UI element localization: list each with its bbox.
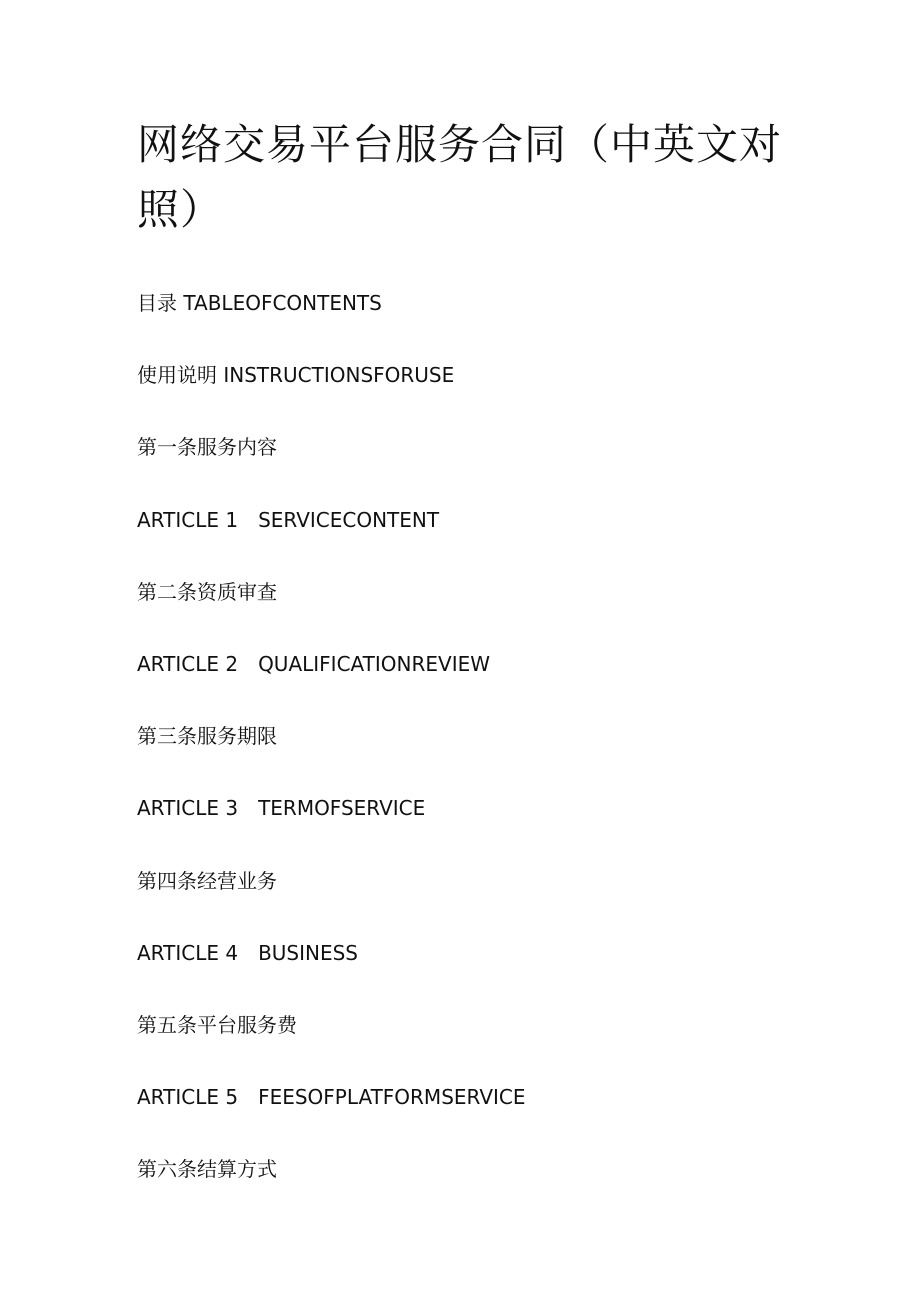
toc-article-3-en: ARTICLE 3 TERMOFSERVICE [137, 796, 426, 821]
toc-article-4-en: ARTICLE 4 BUSINESS [137, 940, 359, 965]
toc-instructions: 使用说明 INSTRUCTIONSFORUSE [137, 363, 455, 388]
table-of-contents [137, 286, 837, 1224]
toc-heading: 目录 TABLEOFCONTENTS [137, 291, 382, 315]
document-title: 网络交易平台服务合同（中英文对照） [137, 120, 783, 234]
toc-article-2-cn: 第二条资质审查 [137, 579, 277, 604]
toc-article-5-cn: 第五条平台服务费 [137, 1012, 297, 1037]
toc-article-3-cn: 第三条服务期限 [137, 724, 277, 749]
toc-article-6-cn: 第六条结算方式 [137, 1157, 277, 1182]
toc-article-2-en: ARTICLE 2 QUALIFICATIONREVIEW [137, 651, 491, 676]
toc-article-1-cn: 第一条服务内容 [137, 435, 277, 460]
toc-article-4-cn: 第四条经营业务 [137, 868, 277, 893]
toc-article-1-en: ARTICLE 1 SERVICECONTENT [137, 507, 440, 532]
toc-article-5-en: ARTICLE 5 FEESOFPLATFORMSERVICE [137, 1085, 526, 1110]
